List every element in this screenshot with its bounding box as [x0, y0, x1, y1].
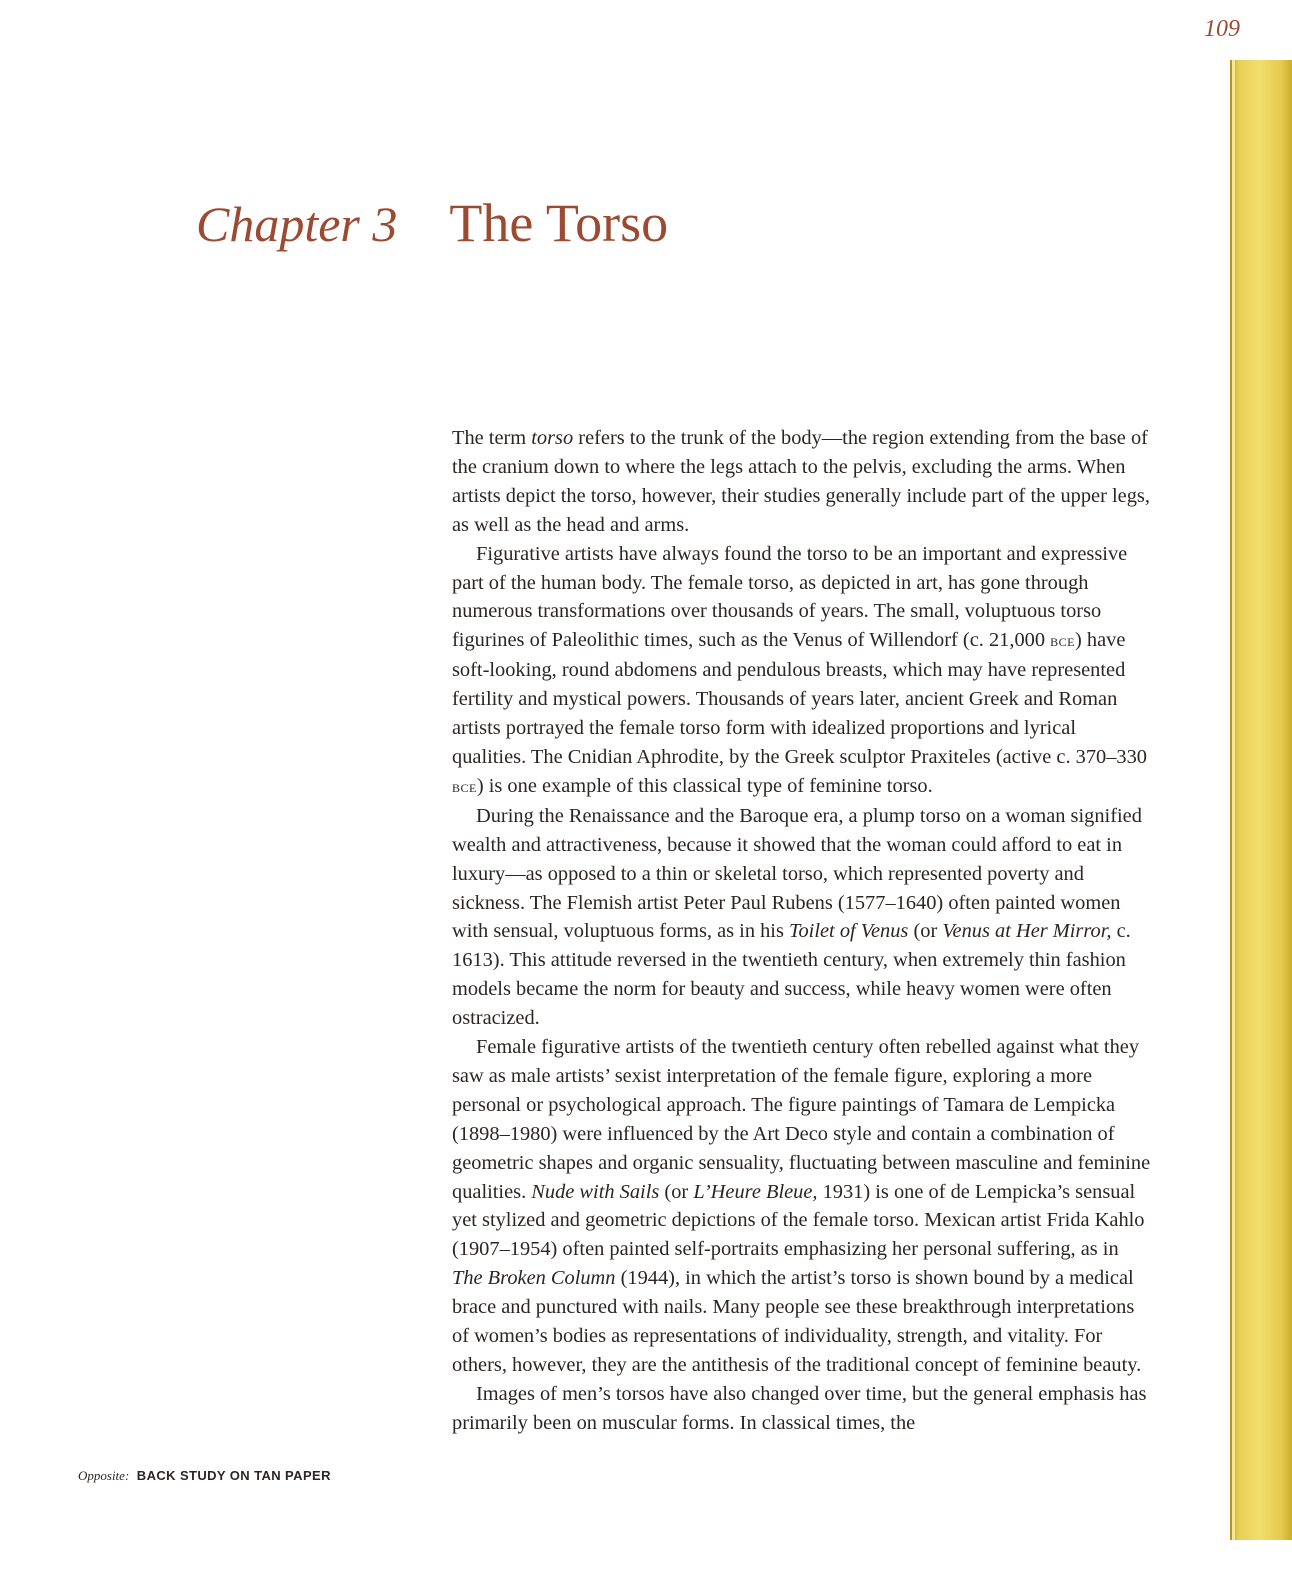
paragraph-4	[452, 1033, 1152, 1380]
page-number: 109	[1204, 16, 1240, 42]
chapter-label: Chapter 3	[196, 196, 398, 252]
text-run: ) is one example of this classical type of feminine torso.	[476, 774, 933, 797]
era-abbreviation: bce	[452, 776, 477, 796]
paragraph-5	[452, 1380, 1152, 1438]
body-text	[452, 424, 1152, 1438]
artwork-title: L’Heure Bleue,	[693, 1180, 818, 1203]
paragraph-3	[452, 802, 1152, 1033]
text-run: 1931) is one of de Lempicka’s sensual yet stylized and geometric depictions of the female torso. Mexican artist Frida Kahlo (1907–1954) often painted self-portraits emphasizing her personal suffering, as in	[452, 1180, 1145, 1261]
text-run: The term	[452, 427, 532, 449]
text-run: (or	[908, 920, 943, 943]
chapter-title: The Torso	[449, 193, 669, 253]
artwork-title: The Broken Column	[452, 1267, 616, 1290]
text-run: (1944), in which the artist’s torso is shown bound by a medical brace and punctured with nails. Many people see these breakthrough interpretations of women’s bodies as representations of individuality, strength, and vitality. For others, however, they are the antithesis of the traditional concept of feminine beauty.	[452, 1267, 1142, 1376]
text-run: During the Renaissance and the Baroque era, a plump torso on a woman signified wealth and attractiveness, because it showed that the woman could afford to eat in luxury—as opposed to a thin or skeletal torso, which represented poverty and sickness. The Flemish artist Peter Paul Rubens (1577–1640) often painted women with sensual, voluptuous forms, as in his	[452, 804, 1142, 943]
paragraph-2	[452, 540, 1152, 802]
text-run: ) have soft-looking, round abdomens and pendulous breasts, which may have represented fertility and mystical powers. Thousands of years later, ancient Greek and Roman artists portrayed the female torso form with idealized proportions and lyrical qualities. The Cnidian Aphrodite, by the Greek sculptor Praxiteles (active c. 370–330	[452, 629, 1148, 768]
italic-term: torso	[531, 427, 574, 449]
text-run: refers to the trunk of the body—the region extending from the base of the cranium down to where the legs attach to the pelvis, excluding the arms. When artists depict the torso, however, their studies generally include part of the upper legs, as well as the head and arms.	[452, 427, 1150, 536]
chapter-heading	[196, 192, 716, 272]
text-run: (or	[659, 1180, 694, 1203]
caption-prefix: Opposite:	[78, 1468, 130, 1483]
text-run: Female figurative artists of the twentieth century often rebelled against what they saw as male artists’ sexist interpretation of the female figure, exploring a more personal or psychological approach. The figure paintings of Tamara de Lempicka (1898–1980) were influenced by the Art Deco style and contain a combination of geometric shapes and organic sensuality, fluctuating between masculine and feminine qualities.	[452, 1036, 1151, 1203]
artwork-title: Nude with Sails	[531, 1180, 660, 1203]
text-run: Figurative artists have always found the torso to be an important and expressive part of the human body. The female torso, as depicted in art, has gone through numerous transformations over thousands of years. The small, voluptuous torso figurines of Paleolithic times, such as the Venus of Willendorf (c. 21,000	[452, 542, 1128, 652]
caption-title: BACK STUDY ON TAN PAPER	[136, 1468, 331, 1483]
text-run: c. 1613). This attitude reversed in the twentieth century, when extremely thin fashion models became the norm for beauty and success, while heavy women were often ostracized.	[452, 920, 1131, 1030]
page-edge-strip	[1230, 60, 1292, 1540]
text-run: Images of men’s torsos have also changed over time, but the general emphasis has primarily been on muscular forms. In classical times, the	[452, 1382, 1147, 1434]
artwork-title: Venus at Her Mirror,	[942, 920, 1112, 943]
era-abbreviation: bce	[1050, 631, 1075, 651]
figure-caption	[78, 1468, 418, 1485]
paragraph-1	[452, 424, 1152, 540]
artwork-title: Toilet of Venus	[789, 920, 909, 943]
